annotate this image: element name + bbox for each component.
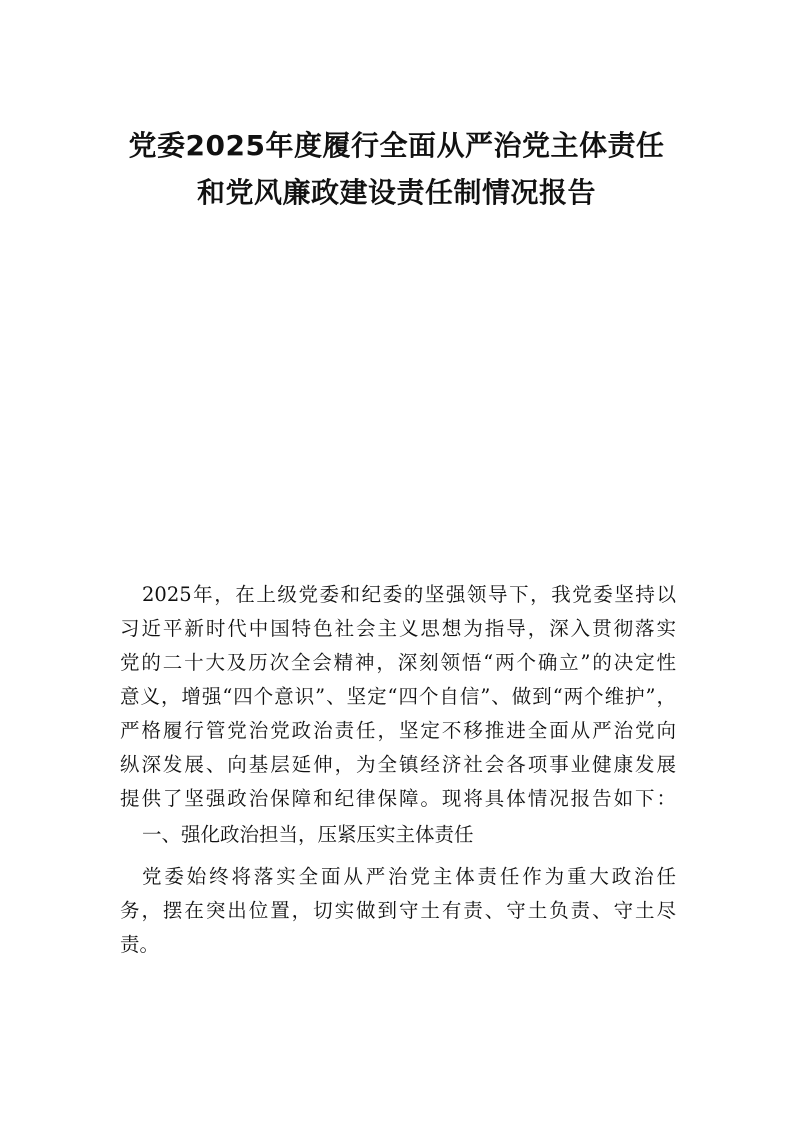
paragraph-line: 2025年，在上级党委和纪委的坚强领导下，我党委坚持以: [142, 583, 676, 606]
paragraph-line: 习近平新时代中国特色社会主义思想为指导，深入贯彻落实: [120, 617, 676, 640]
document-title-line-1: 党委2025年度履行全面从严治党主体责任: [128, 129, 665, 162]
paragraph-line: 提供了坚强政治保障和纪律保障。现将具体情况报告如下：: [120, 787, 676, 810]
paragraph-line: 意义，增强“四个意识”、坚定“四个自信”、做到“两个维护”，: [120, 685, 676, 708]
paragraph-line: 党的二十大及历次全会精神，深刻领悟“两个确立”的决定性: [120, 651, 676, 674]
document-title-line-2: 和党风廉政建设责任制情况报告: [196, 176, 596, 209]
paragraph-line: 严格履行管党治党政治责任，坚定不移推进全面从严治党向: [120, 719, 676, 742]
paragraph-line: 责。: [120, 933, 160, 956]
paragraph-line: 务，摆在突出位置，切实做到守土有责、守土负责、守土尽: [120, 899, 676, 922]
section-heading: 一、强化政治担当，压紧压实主体责任: [142, 823, 474, 846]
paragraph-line: 纵深发展、向基层延伸，为全镇经济社会各项事业健康发展: [120, 753, 676, 776]
paragraph-line: 党委始终将落实全面从严治党主体责任作为重大政治任: [142, 865, 676, 888]
